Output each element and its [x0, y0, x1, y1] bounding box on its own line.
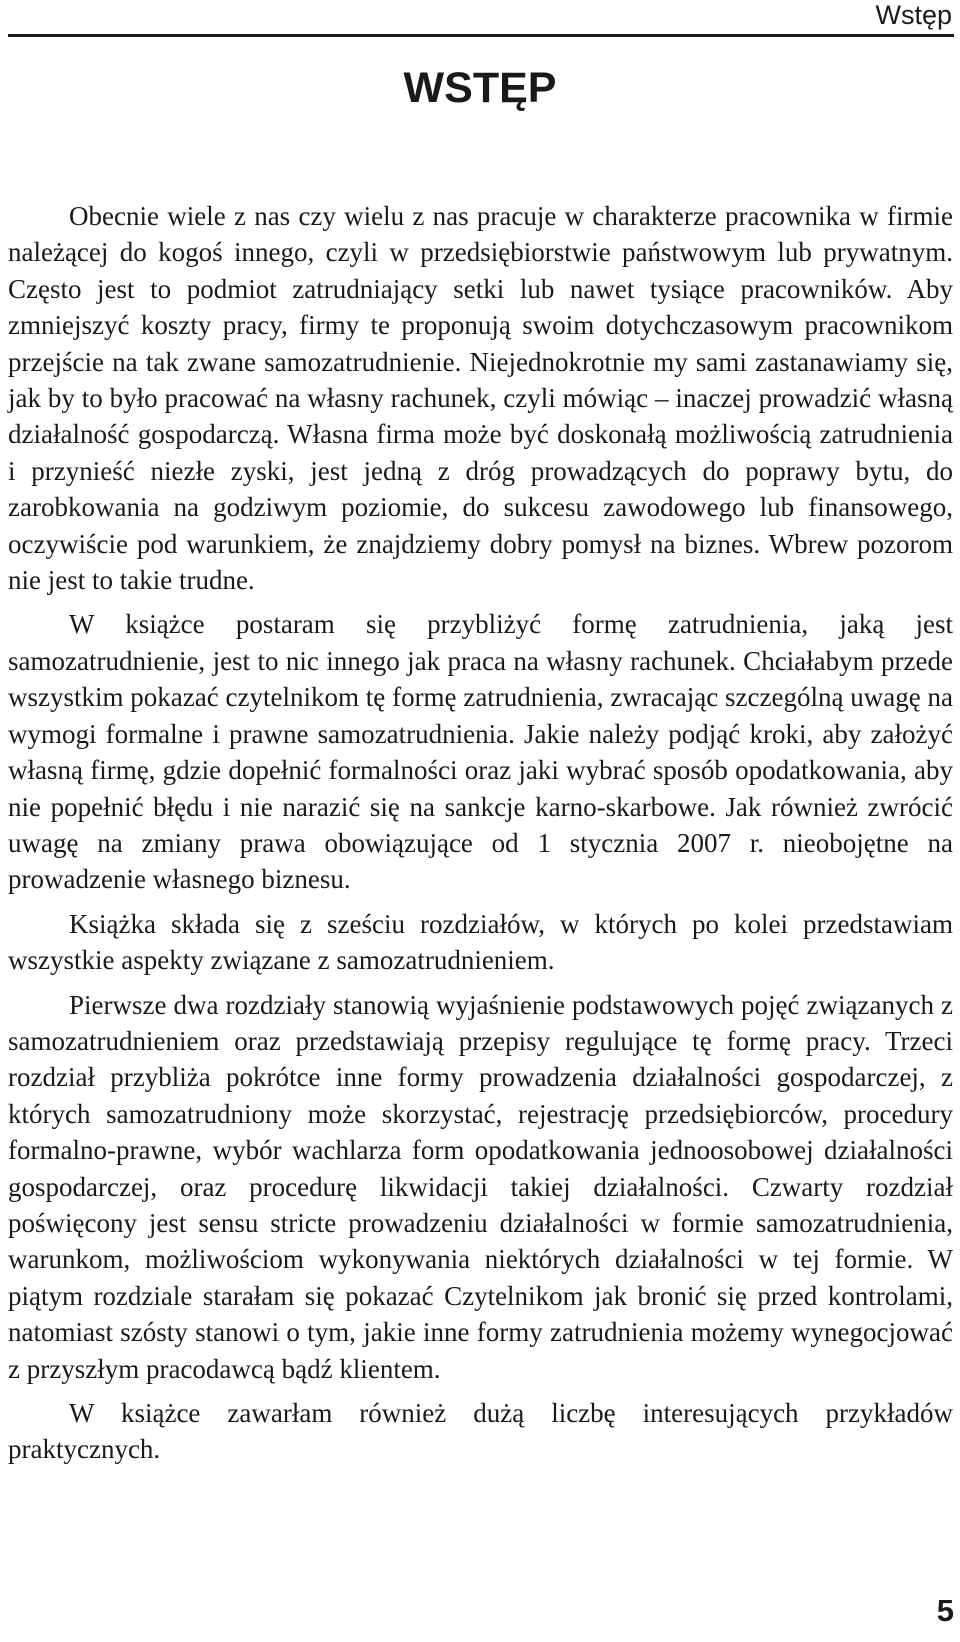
- paragraph: W książce zawarłam również dużą liczbę interesujących przykładów praktycznych.: [8, 1398, 953, 1465]
- paragraph: W książce postaram się przybliżyć formę zatrudnienia, jaką jest samozatrudnienie, jest to nic innego jak praca na własny rachunek. Chciałabym przede wszystkim pokazać czytelnikom tę formę zatrudnienia, zwracając szczególną uwagę na wymogi formalne i prawne samozatrudnienia. Jakie należy podjąć kroki, aby założyć własną firmę, gdzie dopełnić formalności oraz jaki wybrać sposób opodatkowania, aby nie popełnić błędu i nie narazić się na sankcje karno-skarbowe. Jak również zwrócić uwagę na zmiany prawa obowiązujące od 1 stycznia 2007 r. nieobojętne na prowadzenie własnego biznesu.: [8, 609, 953, 895]
- running-header: Wstęp: [875, 0, 952, 30]
- chapter-title: WSTĘP: [403, 64, 557, 112]
- page-number: 5: [936, 1593, 954, 1628]
- body-text: [8, 198, 953, 1476]
- paragraph: Pierwsze dwa rozdziały stanowią wyjaśnienie podstawowych pojęć związanych z samozatrudnieniem oraz przedstawiają przepisy regulujące tę formę pracy. Trzeci rozdział przybliża pokrótce inne formy prowadzenia działalności gospodarczej, z których samozatrudniony może skorzystać, rejestrację przedsiębiorców, procedury formalno-prawne, wybór wachlarza form opodatkowania jednoosobowej działalności gospodarczej, oraz procedurę likwidacji takiej działalności. Czwarty rozdział poświęcony jest sensu stricte prowadzeniu działalności w formie samozatrudnienia, warunkom, możliwościom wykonywania niektórych działalności w tej formie. W piątym rozdziale starałam się pokazać Czytelnikom jak bronić się przed kontrolami, natomiast szósty stanowi o tym, jakie inne formy zatrudnienia możemy wynegocjować z przyszłym pracodawcą bądź klientem.: [8, 989, 953, 1384]
- header-rule: [8, 34, 954, 37]
- paragraph: Obecnie wiele z nas czy wielu z nas pracuje w charakterze pracownika w firmie należącej do kogoś innego, czyli w przedsiębiorstwie państwowym lub prywatnym. Często jest to podmiot zatrudniający setki lub nawet tysiące pracowników. Aby zmniejszyć koszty pracy, firmy te proponują swoim dotychczasowym pracownikom przejście na tak zwane samozatrudnienie. Niejednokrotnie my sami zastanawiamy się, jak by to było pracować na własny rachunek, czyli mówiąc – inaczej prowadzić własną działalność gospodarczą. Własna firma może być doskonałą możliwością zatrudnienia i przynieść niezłe zyski, jest jedną z dróg prowadzących do poprawy bytu, do zarobkowania na godziwym poziomie, do sukcesu zawodowego lub finansowego, oczywiście pod warunkiem, że znajdziemy dobry pomysł na biznes. Wbrew pozorom nie jest to takie trudne.: [8, 201, 953, 596]
- paragraph: Książka składa się z sześciu rozdziałów, w których po kolei przedstawiam wszystkie aspekty związane z samozatrudnieniem.: [8, 908, 953, 976]
